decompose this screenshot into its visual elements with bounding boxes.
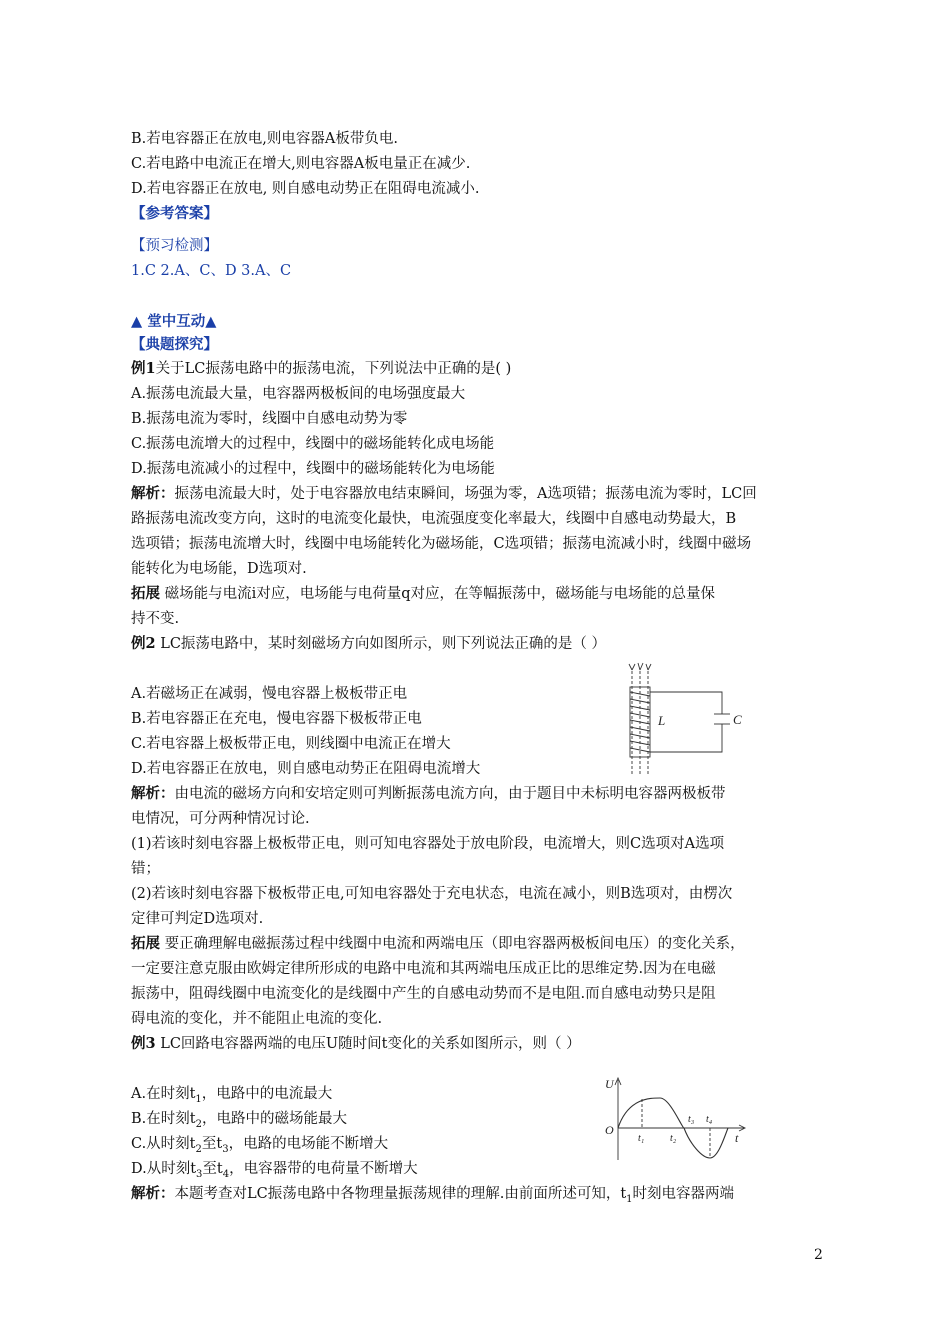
opt-text: 至t (201, 1136, 223, 1152)
opt-text: ，电路中的磁场能最大 (201, 1111, 347, 1127)
example1-option-d: D.振荡电流减小的过程中，线圈中的磁场能转化为电场能 (131, 461, 495, 477)
example3-question-text: LC回路电容器两端的电压U随时间t变化的关系如图所示，则（ ） (155, 1036, 581, 1052)
opt-text: A.在时刻t (131, 1086, 196, 1102)
opt-sub: 2 (195, 1118, 202, 1130)
example1-option-b: B.振荡电流为零时，线圈中自感电动势为零 (131, 411, 408, 427)
opt-text: B.在时刻t (131, 1111, 196, 1127)
option-c: C.若电路中电流正在增大,则电容器A板电量正在减少. (131, 156, 471, 172)
opt-sub: 2 (195, 1143, 202, 1155)
example2-analysis-5: (2)若该时刻电容器下极板带正电,可知电容器处于充电状态，电流在减小，则B选项对，由楞次 (131, 886, 733, 902)
analysis-text: 由电流的磁场方向和安培定则可判断振荡电流方向，由于题目中未标明电容器两极板带 (174, 786, 726, 802)
example2-label: 例2 (131, 635, 156, 652)
opt-text: ，电容器带的电荷量不断增大 (229, 1161, 418, 1177)
answers-heading: 【参考答案】 (131, 205, 218, 222)
example1-analysis-4: 能转化为电场能，D选项对. (131, 561, 307, 577)
analysis-text: 本题考查对LC振荡电路中各物理量振荡规律的理解.由前面所述可知，t (174, 1186, 627, 1202)
example2-question (131, 634, 606, 654)
analysis-label: 解析： (131, 485, 175, 502)
opt-text: ，电路中的电流最大 (201, 1086, 333, 1102)
tick-label-t3: t₃ (688, 1114, 695, 1125)
example1-extension-2: 持不变. (131, 611, 180, 627)
opt-text: C.从时刻t (131, 1136, 196, 1152)
tick-label-t2: t₂ (670, 1133, 677, 1144)
example1-label: 例1 (131, 360, 156, 377)
example2-extension-1 (131, 934, 745, 954)
example2-extension-3: 振荡中，阻碍线圈中电流变化的是线圈中产生的自感电动势而不是电阻.而自感电动势只是阻 (131, 986, 716, 1002)
example3-option-b (131, 1109, 347, 1135)
example3-option-a (131, 1084, 332, 1110)
opt-sub: 3 (196, 1168, 203, 1180)
example3-question (131, 1034, 581, 1054)
tick-label-t1: t₁ (638, 1133, 645, 1144)
analysis-text: 时刻电容器两端 (632, 1186, 735, 1202)
example3-option-c (131, 1134, 388, 1160)
voltage-time-graph (598, 1072, 748, 1164)
example1-analysis-1 (131, 484, 757, 504)
answers-line: 1.C 2.A、C、D 3.A、C (131, 263, 292, 279)
example2-option-b: B.若电容器正在充电，慢电容器下极板带正电 (131, 711, 422, 727)
axis-label-t: t (735, 1131, 739, 1145)
extension-text: 磁场能与电流i对应，电场能与电荷量q对应，在等幅振荡中，磁场能与电场能的总量保 (160, 586, 716, 602)
example2-analysis-3: (1)若该时刻电容器上极板带正电，则可知电容器处于放电阶段，电流增大，则C选项对A选项 (131, 836, 725, 852)
opt-text: D.从时刻t (131, 1161, 197, 1177)
analysis-label: 解析： (131, 785, 175, 802)
opt-sub: 1 (195, 1093, 202, 1105)
example2-analysis-6: 定律可判定D选项对. (131, 911, 264, 927)
example2-option-c: C.若电容器上极板带正电，则线圈中电流正在增大 (131, 736, 451, 752)
example2-option-d: D.若电容器正在放电，则自感电动势正在阻碍电流增大 (131, 761, 481, 777)
origin-label: O (605, 1123, 614, 1137)
example1-analysis-3: 选项错；振荡电流增大时，线圈中电场能转化为磁场能，C选项错；振荡电流减小时，线圈中磁场 (131, 536, 752, 552)
opt-sub: 3 (222, 1143, 229, 1155)
preview-check-heading: 【预习检测】 (131, 238, 218, 254)
opt-text: ，电路的电场能不断增大 (228, 1136, 389, 1152)
option-b: B.若电容器正在放电,则电容器A板带负电. (131, 131, 398, 147)
example2-analysis-1 (131, 784, 726, 804)
section-title: ▲ 堂中互动▲ (131, 313, 217, 330)
analysis-sub: 1 (626, 1193, 633, 1205)
example2-extension-2: 一定要注意克服由欧姆定律所形成的电路中电流和其两端电压成正比的思维定势.因为在电磁 (131, 961, 716, 977)
example2-option-a: A.若磁场正在减弱，慢电容器上极板带正电 (131, 686, 408, 702)
example1-extension-1 (131, 584, 715, 604)
example1-option-c: C.振荡电流增大的过程中，线圈中的磁场能转化成电场能 (131, 436, 495, 452)
lc-circuit-figure (620, 662, 750, 780)
example1-option-a: A.振荡电流最大量，电容器两极板间的电场强度最大 (131, 386, 466, 402)
opt-sub: 4 (222, 1168, 230, 1180)
example3-option-d (131, 1159, 418, 1185)
axis-label-u: U (605, 1077, 614, 1091)
example3-label: 例3 (131, 1035, 156, 1052)
opt-text: 至t (202, 1161, 223, 1177)
analysis-text: 振荡电流最大时，处于电容器放电结束瞬间，场强为零，A选项错；振荡电流为零时，LC回 (174, 486, 757, 502)
section-subtitle: 【典题探究】 (131, 336, 218, 353)
analysis-label: 解析： (131, 1185, 175, 1202)
example2-extension-4: 碍电流的变化，并不能阻止电流的变化. (131, 1011, 383, 1027)
example2-analysis-4: 错； (131, 861, 160, 877)
example2-question-text: LC振荡电路中，某时刻磁场方向如图所示，则下列说法正确的是（ ） (155, 636, 607, 652)
example3-analysis (131, 1184, 734, 1210)
option-d: D.若电容器正在放电, 则自感电动势正在阻碍电流减小. (131, 181, 480, 197)
example1-analysis-2: 路振荡电流改变方向，这时的电流变化最快，电流强度变化率最大，线圈中自感电动势最大，B (131, 511, 737, 527)
example2-analysis-2: 电情况，可分两种情况讨论. (131, 811, 310, 827)
extension-text: 要正确理解电磁振荡过程中线圈中电流和两端电压（即电容器两极板间电压）的变化关系， (160, 936, 745, 952)
example1-question (131, 359, 511, 379)
extension-label: 拓展 (131, 585, 160, 602)
tick-label-t4: t₄ (706, 1114, 713, 1125)
fig-label-l: L (658, 713, 666, 728)
fig-label-c: C (733, 712, 742, 727)
page-number: 2 (814, 1247, 823, 1263)
example1-question-text: 关于LC振荡电路中的振荡电流，下列说法中正确的是( ) (155, 361, 512, 377)
extension-label: 拓展 (131, 935, 160, 952)
